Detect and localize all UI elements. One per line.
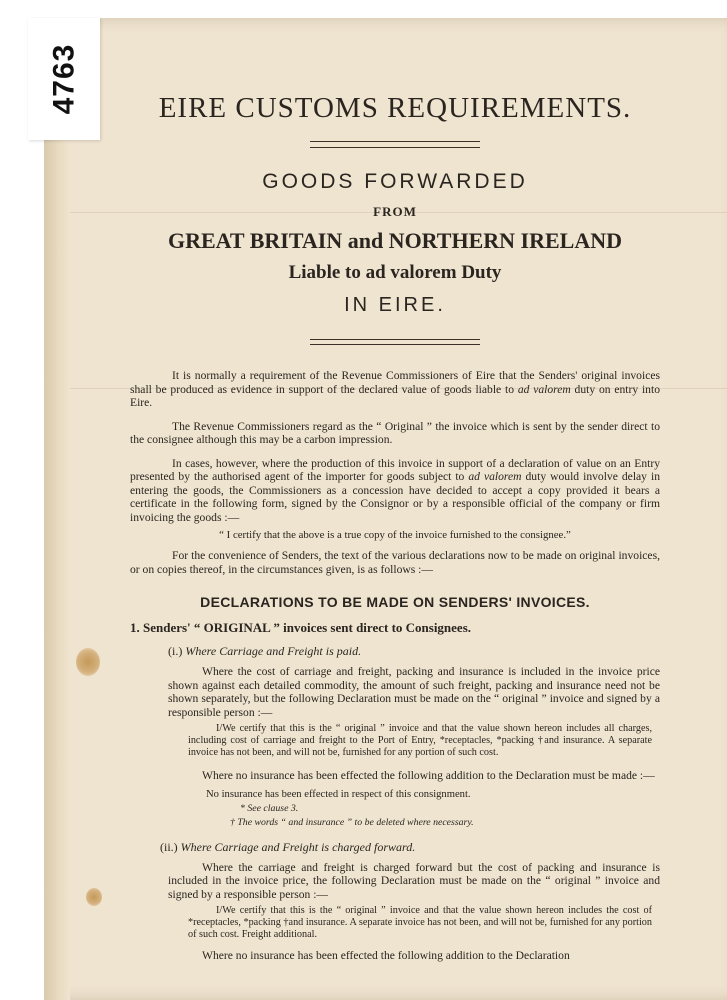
duty-heading: Liable to ad valorem Duty [288, 262, 502, 283]
paragraph-2: The Revenue Commissioners regard as the “ Original ” the invoice which is sent by the sender direct to the consignee although this may be a carbon impression. [130, 419, 660, 446]
declarations-heading: DECLARATIONS TO BE MADE ON SENDERS' INVOICES. [200, 594, 590, 610]
stain-mark [86, 888, 102, 906]
subtitle: GOODS FORWARDED [262, 170, 528, 193]
archive-tag [28, 18, 100, 140]
subsection-i-body: Where the cost of carriage and freight, packing and insurance is included in the invoice price shown against each detailed commodity, the amount of such freight, packing and insurance need not be shown separately, but the following Declaration must be made on the “ original ” invoice and signed by a responsible person :— [168, 665, 660, 719]
paragraph-1: It is normally a requirement of the Revenue Commissioners of Eire that the Senders' original invoices shall be produced as evidence in support of the declared value of goods liable to ad valorem duty on entry into Eire. [130, 369, 660, 409]
document-title: EIRE CUSTOMS REQUIREMENTS. [158, 92, 632, 124]
from-label: FROM [373, 204, 417, 219]
paragraph-4: For the convenience of Senders, the text of the various declarations now to be made on original invoices, or on copies thereof, in the circumstances given, is as follows :— [130, 549, 660, 576]
subsection-ii-heading: (ii.) Where Carriage and Freight is charged forward. [160, 839, 416, 854]
subsection-i-heading: (i.) Where Carriage and Freight is paid. [168, 644, 362, 658]
subsection-ii-certificate: I/We certify that this is the “ original ” invoice and that the value shown hereon includes the cost of *receptacles, *packing †and insurance. A separate invoice has not been, and will not be, furnished for any portion of such cost. Freight additional. [188, 905, 652, 940]
destination-heading: IN EIRE. [344, 294, 446, 316]
document-content [130, 92, 660, 963]
title-rule [310, 141, 480, 148]
heading-rule [310, 339, 480, 345]
archive-number: 4763 [47, 43, 80, 115]
torn-page-edge [44, 130, 70, 1000]
paragraph-3: In cases, however, where the production of this invoice in support of a declaration of value on an Entry presented by the authorised agent of the importer for goods subject to ad valorem duty would involve delay in entering the goods, the Commissioners as a concession have decided to accept a copy provided it bears a certificate in the following form, signed by the Consignor or by a responsible official of the company or firm invoicing the goods :— [130, 456, 660, 524]
origin-heading: GREAT BRITAIN and NORTHERN IRELAND [168, 228, 622, 253]
footnote-insurance: † The words “ and insurance ” to be deleted where necessary. [230, 816, 474, 828]
subsection-ii-trailing: Where no insurance has been effected the following addition to the Declaration [202, 949, 570, 962]
no-insurance-text: No insurance has been effected in respect of this consignment. [206, 788, 471, 800]
no-insurance-intro: Where no insurance has been effected the following addition to the Declaration must be made :— [202, 769, 655, 782]
section-1-heading: 1. Senders' “ ORIGINAL ” invoices sent direct to Consignees. [130, 620, 472, 635]
subsection-i-certificate: I/We certify that this is the “ original ” invoice and that the value shown hereon includes all charges, including cost of carriage and freight to the Port of Entry, *receptacles, *packing †and insurance. A separate invoice has not been, and will not be, furnished for any portion of such cost. [188, 723, 652, 758]
stain-mark [76, 648, 100, 676]
certificate-quote: “ I certify that the above is a true copy of the invoice furnished to the consignee.” [219, 529, 571, 541]
footnote-clause: * See clause 3. [240, 802, 299, 814]
subsection-ii-body: Where the carriage and freight is charged forward but the cost of packing and insurance is included in the invoice price, the following Declaration must be made on the “ original ” invoice and signed by a responsible person :— [168, 860, 660, 901]
